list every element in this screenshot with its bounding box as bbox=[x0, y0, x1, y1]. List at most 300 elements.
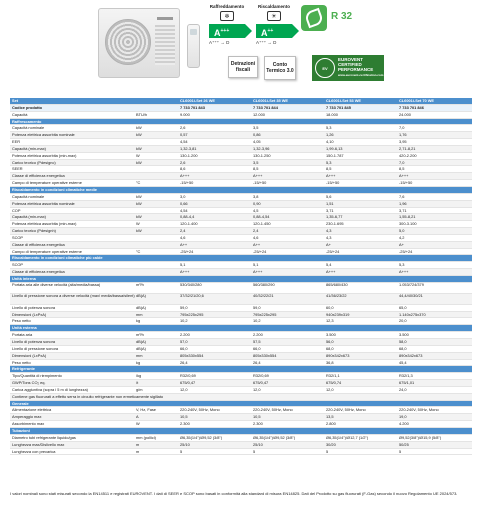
row-label: Campo di temperature operative esterne bbox=[12, 248, 82, 254]
row-value: 5,3 bbox=[326, 125, 332, 131]
row-value: 4.200 bbox=[399, 421, 409, 427]
row-value: A+++ bbox=[326, 173, 336, 179]
row-unit: kW bbox=[136, 228, 142, 234]
row-value bbox=[253, 428, 326, 434]
row-value: 4,3 bbox=[326, 234, 332, 240]
row-value bbox=[326, 394, 399, 400]
row-value bbox=[180, 428, 253, 434]
row-value: 220-240V, 50Hz, Mono bbox=[180, 407, 220, 413]
row-value: 59,0 bbox=[253, 304, 261, 310]
row-value: 3.500 bbox=[326, 332, 336, 338]
row-value: 0,88-4,4 bbox=[180, 214, 195, 220]
eurovent-certification-badge bbox=[312, 55, 384, 81]
row-value: 3.500 bbox=[399, 332, 409, 338]
row-value bbox=[253, 401, 326, 407]
row-label: Riscaldamento in condizioni climatiche più calde bbox=[12, 255, 103, 261]
row-unit: BTU/h bbox=[136, 111, 148, 117]
table-row bbox=[10, 442, 472, 449]
row-unit bbox=[136, 325, 180, 331]
row-value: 2,6 bbox=[180, 159, 186, 165]
row-value: 4,54 bbox=[180, 207, 188, 213]
row-value: 675/1,01 bbox=[399, 380, 415, 386]
row-unit: m bbox=[136, 441, 140, 447]
row-value bbox=[399, 119, 472, 125]
energy-label-title: Raffreddamento bbox=[209, 4, 245, 9]
row-value bbox=[399, 276, 472, 282]
table-row bbox=[10, 387, 472, 394]
table-body bbox=[10, 105, 472, 456]
row-value: 8,6 bbox=[180, 166, 186, 172]
table-row bbox=[10, 173, 472, 180]
row-value: Ø9,52(3/8")/Ø15,9 (5/8") bbox=[399, 434, 442, 440]
row-value: 3,71 bbox=[326, 207, 334, 213]
row-value bbox=[180, 401, 253, 407]
row-value: 4,5 bbox=[253, 207, 259, 213]
row-label: Capacità bbox=[12, 111, 28, 117]
table-row bbox=[10, 294, 472, 305]
row-value: 4,54 bbox=[180, 139, 188, 145]
row-value bbox=[326, 325, 399, 331]
eurovent-line-1: EUROVENT bbox=[338, 57, 364, 62]
row-value: 4,10 bbox=[326, 139, 334, 145]
row-value: -25/+24 bbox=[180, 248, 194, 254]
row-value: 25/10 bbox=[253, 441, 263, 447]
table-row bbox=[10, 139, 472, 146]
row-value: 940x239x319 bbox=[326, 311, 350, 317]
row-value: 1,35-6,77 bbox=[326, 214, 343, 220]
row-value bbox=[253, 366, 326, 372]
row-unit: kW bbox=[136, 193, 142, 199]
row-value: R32/1,3 bbox=[399, 373, 413, 379]
row-unit bbox=[136, 119, 180, 125]
row-value: 20,0 bbox=[399, 318, 407, 324]
row-value bbox=[326, 255, 399, 261]
spec-table bbox=[10, 98, 472, 455]
row-value: 0,57 bbox=[180, 132, 188, 138]
row-value: 1,32-3,81 bbox=[180, 145, 197, 151]
energy-label-heating bbox=[252, 4, 296, 46]
row-value: 37/32/21/20,6 bbox=[180, 292, 204, 298]
row-value: 1,32-3,96 bbox=[253, 145, 270, 151]
row-label: Lunghezza max/Dislivello max bbox=[12, 441, 65, 447]
header-cell: Set bbox=[12, 98, 19, 103]
row-value: 4,6 bbox=[180, 234, 186, 240]
row-value: -15/+50 bbox=[399, 180, 413, 186]
row-value bbox=[180, 325, 253, 331]
row-value: -15/+50 bbox=[180, 180, 194, 186]
row-value: 68,0 bbox=[326, 345, 334, 351]
eurovent-line-3: PERFORMANCE bbox=[338, 67, 374, 72]
row-label: SCOP bbox=[12, 234, 24, 240]
row-unit: W bbox=[136, 421, 140, 427]
row-label: Portata aria bbox=[12, 332, 33, 338]
row-label: Portata aria alle diverse velocità (alta/media/bassa) bbox=[12, 281, 101, 287]
row-value bbox=[180, 255, 253, 261]
row-value: 5 bbox=[399, 448, 402, 454]
row-unit bbox=[136, 262, 180, 268]
row-label: Classe di efficienza energetica bbox=[12, 173, 65, 179]
row-value: 5 bbox=[253, 448, 256, 454]
outdoor-unit-image bbox=[98, 8, 180, 78]
row-label: Capacità (min-max) bbox=[12, 214, 46, 220]
row-value: 26,4 bbox=[253, 359, 261, 365]
row-value: 5,1 bbox=[180, 262, 186, 268]
row-value: R32/0,69 bbox=[180, 373, 196, 379]
row-value: 58,0 bbox=[399, 339, 407, 344]
row-label: EER bbox=[12, 139, 20, 145]
row-value: 2,71-8,21 bbox=[399, 145, 416, 151]
row-unit: dB(A) bbox=[136, 292, 146, 298]
eurovent-line-4: www.eurovent-certification.com bbox=[338, 73, 384, 77]
row-value: -15/+50 bbox=[253, 180, 267, 186]
row-value: Ø6,35(1/4")/Ø12,7 (1/2") bbox=[326, 434, 369, 440]
table-section-header bbox=[10, 187, 472, 194]
row-value: R32/1,1 bbox=[326, 373, 340, 379]
header-cell: CL6001i-Set 70 WE bbox=[399, 98, 435, 103]
row-value: 44,4/40/30/21 bbox=[399, 292, 423, 298]
row-value bbox=[253, 394, 326, 400]
row-value bbox=[180, 366, 253, 372]
table-row bbox=[10, 249, 472, 256]
row-unit: W bbox=[136, 221, 140, 227]
row-value: 4,3 bbox=[326, 228, 332, 234]
table-row bbox=[10, 407, 472, 414]
row-unit bbox=[136, 366, 180, 372]
row-label: Livello di potenza sonora bbox=[12, 339, 56, 344]
row-value: 9.000 bbox=[180, 111, 190, 117]
row-label: Livello di pressione sonora a diverse velocità (max/ media/bassa/silent) bbox=[12, 292, 135, 298]
table-section-header bbox=[10, 255, 472, 262]
row-unit bbox=[136, 242, 180, 248]
row-value: 57,0 bbox=[180, 339, 188, 344]
row-label: Tipo/Quantità di riempimento bbox=[12, 373, 62, 379]
footnote: I valori nominali sono stati misurati secondo la EN14511 e registrati EUROVENT. I dati di SEER e SCOP sono basati in conformità alla standard di misura EN14825. Dati del Prodotto su gas fluorurati (F-Gas) secondo il nuovo Regolamento UE 2024/573. bbox=[10, 491, 458, 496]
row-value: 45,4 bbox=[399, 359, 407, 365]
badge-detrazioni: Detrazioni fiscali bbox=[228, 56, 258, 78]
row-unit: A bbox=[136, 414, 139, 420]
row-value: 12,0 bbox=[253, 386, 261, 392]
row-value: -15/+50 bbox=[326, 180, 340, 186]
row-value: 220-240V, 50Hz, Mono bbox=[326, 407, 366, 413]
header-cell: CL6001i-Set 35 WE bbox=[253, 98, 289, 103]
row-value bbox=[253, 276, 326, 282]
row-unit bbox=[136, 105, 180, 111]
row-value: -25/+24 bbox=[253, 248, 267, 254]
header-cell: CL6001i-Set 26 WE bbox=[180, 98, 216, 103]
row-value: 120-1.450 bbox=[253, 221, 271, 227]
row-label: Unità interna bbox=[12, 275, 36, 281]
row-value: 7,6 bbox=[399, 193, 405, 199]
row-value: 7 733 701 843 bbox=[180, 104, 205, 110]
table-row bbox=[10, 153, 472, 160]
table-row bbox=[10, 180, 472, 187]
table-section-header bbox=[10, 325, 472, 332]
table-row bbox=[10, 360, 472, 367]
row-label: Potenza elettrica assorbita (min-max) bbox=[12, 221, 77, 227]
row-value: -25/+24 bbox=[326, 248, 340, 254]
row-unit bbox=[136, 276, 180, 282]
row-unit: m bbox=[136, 448, 140, 454]
table-row bbox=[10, 221, 472, 228]
row-value: 5,0 bbox=[399, 228, 405, 234]
table-row bbox=[10, 125, 472, 132]
row-value: 19,0 bbox=[399, 414, 407, 420]
row-value: 7,0 bbox=[399, 159, 405, 165]
row-unit bbox=[136, 173, 180, 179]
row-value: 0,90 bbox=[253, 200, 261, 206]
row-value: 26,4 bbox=[180, 359, 188, 365]
row-label: Refrigerante bbox=[12, 366, 35, 372]
table-row bbox=[10, 305, 472, 312]
table-row bbox=[10, 394, 472, 401]
row-value: 1,76 bbox=[399, 132, 407, 138]
row-label: Peso netto bbox=[12, 359, 31, 365]
row-label: Capacità nominale bbox=[12, 125, 45, 131]
row-value: 890x342x673 bbox=[399, 352, 423, 358]
eurovent-logo-icon: EV bbox=[315, 58, 335, 78]
row-value: 40/32/22/21 bbox=[253, 292, 274, 298]
table-row bbox=[10, 166, 472, 173]
row-value: 25/10 bbox=[180, 441, 190, 447]
row-label: SCOP bbox=[12, 262, 24, 268]
row-label: Carico teorico (Pdesignh) bbox=[12, 228, 56, 234]
row-value: Ø6,35(1/4")/Ø9,52 (3/8") bbox=[253, 434, 296, 440]
row-value: 24,0 bbox=[399, 386, 407, 392]
table-row bbox=[10, 146, 472, 153]
row-value: 0,66 bbox=[180, 200, 188, 206]
table-row bbox=[10, 228, 472, 235]
product-header bbox=[0, 0, 480, 98]
row-value: A+++ bbox=[399, 269, 409, 275]
row-value bbox=[253, 187, 326, 193]
energy-label-cooling bbox=[205, 4, 249, 46]
row-value: 805x330x554 bbox=[253, 352, 277, 358]
row-value: -25/+24 bbox=[399, 248, 413, 254]
row-value: A+++ bbox=[180, 173, 190, 179]
row-label: COP bbox=[12, 207, 21, 213]
row-label: Carico teorico (Pdesignc) bbox=[12, 159, 56, 165]
row-value: 5,3 bbox=[326, 159, 332, 165]
row-value: 2.200 bbox=[180, 332, 190, 338]
energy-label-title: Riscaldamento bbox=[257, 4, 290, 9]
row-value: 12,0 bbox=[180, 386, 188, 392]
row-value: 805x330x554 bbox=[180, 352, 204, 358]
row-value: 675/0,47 bbox=[253, 380, 269, 386]
row-unit: kW bbox=[136, 145, 142, 151]
row-value: 420-2.200 bbox=[399, 152, 417, 158]
vent-icon bbox=[155, 25, 175, 65]
row-value: 3,8 bbox=[253, 193, 259, 199]
row-value: 5,4 bbox=[326, 262, 332, 268]
row-label: Alimentazione elettrica bbox=[12, 407, 52, 413]
row-value: 675/0,47 bbox=[180, 380, 196, 386]
row-label: Capacità (min-max) bbox=[12, 145, 46, 151]
row-label: Unità esterna bbox=[12, 325, 37, 331]
row-unit bbox=[136, 166, 180, 172]
row-value: 795x225x295 bbox=[180, 311, 204, 317]
row-value: 18.000 bbox=[326, 111, 338, 117]
row-value: 3,5 bbox=[253, 125, 259, 131]
row-value: 41/36/23/22 bbox=[326, 292, 347, 298]
row-unit bbox=[136, 235, 180, 241]
row-value bbox=[399, 428, 472, 434]
row-value: 24.000 bbox=[399, 111, 411, 117]
table-row bbox=[10, 214, 472, 221]
row-unit: g/m bbox=[136, 386, 143, 392]
refrigerant-leaf-icon bbox=[301, 5, 327, 31]
row-value: 675/0,74 bbox=[326, 380, 342, 386]
row-value: A++ bbox=[180, 241, 188, 247]
row-value: 57,5 bbox=[253, 339, 261, 344]
row-value: 5 bbox=[180, 448, 183, 454]
row-unit bbox=[136, 401, 180, 407]
row-unit bbox=[136, 428, 180, 434]
row-value: 130-1.200 bbox=[180, 152, 198, 158]
header-cell: CL6001i-Set 53 WE bbox=[326, 98, 362, 103]
row-value: 2.300 bbox=[180, 421, 190, 427]
table-row bbox=[10, 414, 472, 421]
table-section-header bbox=[10, 428, 472, 435]
row-value: 13,5 bbox=[326, 414, 334, 420]
table-row bbox=[10, 201, 472, 208]
table-row bbox=[10, 194, 472, 201]
remote-screen-icon bbox=[190, 29, 197, 35]
row-value: 1,51 bbox=[326, 200, 334, 206]
row-value: 65,0 bbox=[399, 304, 407, 310]
row-value: 5,6 bbox=[326, 193, 332, 199]
header-cell bbox=[136, 98, 180, 104]
row-value: 1,99-6,13 bbox=[326, 145, 343, 151]
row-value: A+++ bbox=[326, 269, 336, 275]
row-unit bbox=[136, 208, 180, 214]
row-value: 5,3 bbox=[399, 262, 405, 268]
row-value: 60,0 bbox=[326, 304, 334, 310]
row-unit: m³/h bbox=[136, 281, 144, 287]
table-row bbox=[10, 262, 472, 269]
row-label: Diametro tubi refrigerante liquido/gas bbox=[12, 434, 76, 440]
row-value: 56,0 bbox=[326, 339, 334, 344]
row-label: Dimensioni (LxPxA) bbox=[12, 352, 47, 358]
row-unit: kW bbox=[136, 200, 142, 206]
energy-class-arrow: A++ bbox=[256, 24, 292, 38]
row-value: 120-1.400 bbox=[180, 221, 198, 227]
row-value: A+ bbox=[399, 241, 404, 247]
row-value bbox=[399, 255, 472, 261]
table-row bbox=[10, 235, 472, 242]
row-value: 68,0 bbox=[399, 345, 407, 351]
table-row bbox=[10, 421, 472, 428]
row-value: 1,55-8,21 bbox=[399, 214, 416, 220]
row-value: 3,5 bbox=[253, 159, 259, 165]
brand-logo-mark bbox=[157, 17, 173, 20]
row-value: 2,4 bbox=[180, 228, 186, 234]
table-row bbox=[10, 449, 472, 456]
table-section-header bbox=[10, 401, 472, 408]
row-unit: W bbox=[136, 152, 140, 158]
row-unit bbox=[136, 394, 180, 400]
row-value bbox=[180, 276, 253, 282]
table-row bbox=[10, 132, 472, 139]
row-value: 8,5 bbox=[253, 166, 259, 172]
row-unit: /t bbox=[136, 380, 139, 386]
row-unit: kg bbox=[136, 359, 141, 365]
row-label: Amperaggio max bbox=[12, 414, 42, 420]
row-value: 3,0 bbox=[180, 193, 186, 199]
table-row bbox=[10, 332, 472, 339]
row-value bbox=[180, 187, 253, 193]
row-value: 2.300 bbox=[253, 421, 263, 427]
row-value: A+++ bbox=[253, 173, 263, 179]
row-unit: °C bbox=[136, 180, 141, 186]
row-label: Generale bbox=[12, 400, 29, 406]
row-unit: kg bbox=[136, 318, 141, 324]
row-value: 50/25 bbox=[399, 441, 409, 447]
row-value bbox=[180, 119, 253, 125]
row-value: 12,0 bbox=[326, 386, 334, 392]
row-label: Codice prodotto bbox=[12, 104, 43, 110]
badge-conto-termico: Conto Termico 3.0 bbox=[264, 56, 296, 80]
row-value: A++ bbox=[253, 241, 261, 247]
row-unit: dB(A) bbox=[136, 345, 146, 351]
row-value: 7 733 701 846 bbox=[399, 104, 424, 110]
eurovent-line-2: CERTIFIED bbox=[338, 62, 362, 67]
row-label: Lunghezza con precarica bbox=[12, 448, 56, 454]
row-value: 12.000 bbox=[253, 111, 265, 117]
row-label: Potenza elettrica assorbita (min-max) bbox=[12, 152, 77, 158]
row-unit: m³/h bbox=[136, 332, 144, 338]
row-unit: mm (pollici) bbox=[136, 434, 156, 440]
row-unit: V, Hz, Fase bbox=[136, 407, 156, 413]
row-value: 2,4 bbox=[253, 228, 259, 234]
row-unit: /kg bbox=[136, 373, 142, 379]
row-value: 10,5 bbox=[253, 414, 261, 420]
row-value: 1.140x275x370 bbox=[399, 311, 426, 317]
energy-range: A⁺⁺⁺ → D bbox=[209, 40, 230, 45]
row-value bbox=[399, 325, 472, 331]
row-value: 0,86 bbox=[253, 132, 261, 138]
row-value: 36,8 bbox=[326, 359, 334, 365]
row-value: A+++ bbox=[180, 269, 190, 275]
row-value: 2.200 bbox=[253, 332, 263, 338]
row-value bbox=[253, 255, 326, 261]
row-value: 560/380/290 bbox=[253, 281, 275, 287]
row-value bbox=[326, 428, 399, 434]
table-row bbox=[10, 269, 472, 276]
row-value: 8,5 bbox=[399, 166, 405, 172]
row-value bbox=[326, 187, 399, 193]
table-row bbox=[10, 105, 472, 112]
row-unit: dB(A) bbox=[136, 339, 146, 344]
row-unit: kW bbox=[136, 125, 142, 131]
row-label: Contiene gas fluorurati a effetto serra in circuito refrigerante non ermeticamente sigillato bbox=[12, 393, 164, 399]
row-value: 2,6 bbox=[180, 125, 186, 131]
row-label: Campo di temperature operative esterne bbox=[12, 180, 82, 186]
row-value bbox=[399, 366, 472, 372]
row-label: Peso netto bbox=[12, 318, 31, 324]
row-value: 2.800 bbox=[326, 421, 336, 427]
row-value: 10,2 bbox=[253, 318, 261, 324]
row-value: 530/340/280 bbox=[180, 281, 202, 287]
energy-range: A⁺⁺⁺ → D bbox=[256, 40, 277, 45]
row-value: 130-1.250 bbox=[253, 152, 271, 158]
row-unit bbox=[136, 139, 180, 145]
row-unit bbox=[136, 269, 180, 275]
row-value: 230-1.695 bbox=[326, 221, 344, 227]
row-value bbox=[180, 394, 253, 400]
row-unit bbox=[136, 255, 180, 261]
table-header bbox=[10, 98, 472, 105]
row-value: Ø6,35(1/4")/Ø9,52 (3/8") bbox=[180, 434, 223, 440]
